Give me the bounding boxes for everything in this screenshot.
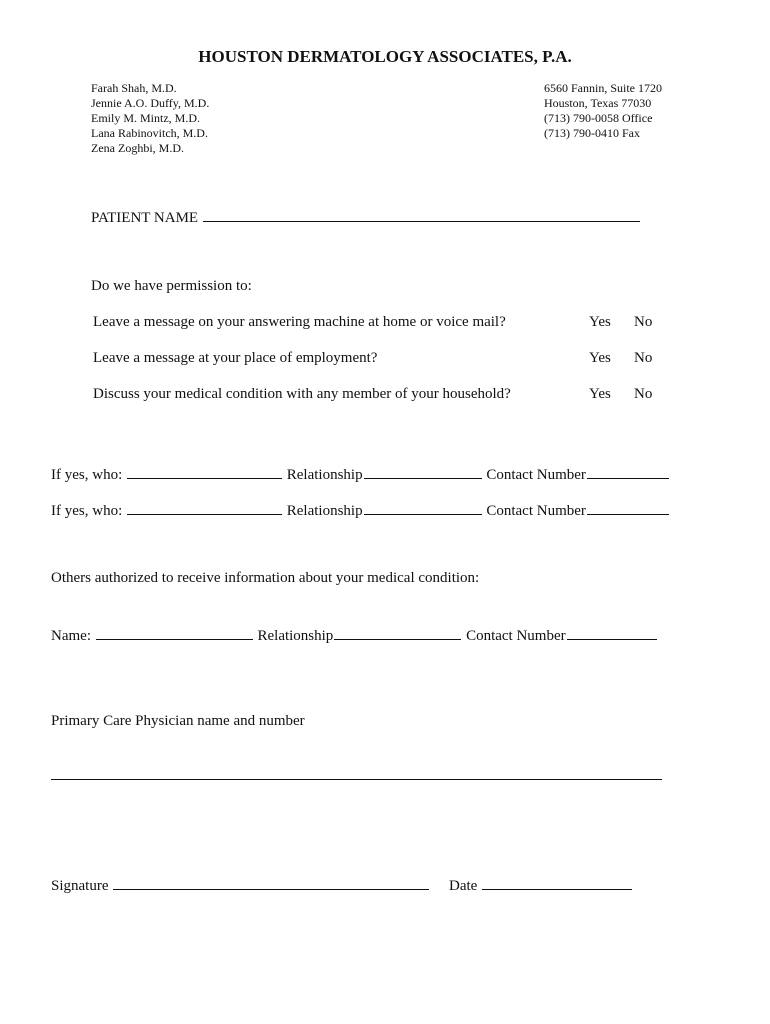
patient-name-row (91, 206, 641, 227)
pcp-label: Primary Care Physician name and number (51, 713, 305, 729)
permission-question: Leave a message at your place of employment? (93, 350, 378, 366)
contact-number-field[interactable] (567, 624, 657, 640)
physician-name: Jennie A.O. Duffy, M.D. (91, 96, 210, 110)
who-field[interactable] (127, 499, 282, 515)
yes-option[interactable]: Yes (589, 350, 611, 366)
contact-number-label: Contact Number (486, 467, 586, 483)
signature-label: Signature (51, 878, 109, 894)
who-field[interactable] (127, 463, 282, 479)
address-line: 6560 Fannin, Suite 1720 (544, 81, 663, 95)
name-label: Name: (51, 628, 91, 644)
physician-name: Emily M. Mintz, M.D. (91, 111, 201, 125)
physician-name: Zena Zoghbi, M.D. (91, 141, 184, 155)
phone-office: (713) 790-0058 Office (544, 111, 653, 125)
permission-question: Leave a message on your answering machine at home or voice mail? (93, 314, 506, 330)
contact-number-label: Contact Number (466, 628, 566, 644)
signature-row (51, 874, 430, 895)
contact-number-field[interactable] (587, 463, 669, 479)
relationship-field[interactable] (334, 624, 461, 640)
physician-list (91, 81, 209, 156)
yes-option[interactable]: Yes (589, 314, 611, 330)
signature-field[interactable] (113, 874, 429, 890)
permission-heading: Do we have permission to: (91, 278, 252, 294)
no-option[interactable]: No (634, 350, 653, 366)
name-field[interactable] (96, 624, 253, 640)
practice-address (544, 81, 662, 141)
who-label: If yes, who: (51, 467, 123, 483)
date-row (449, 874, 633, 895)
relationship-label: Relationship (257, 628, 334, 644)
physician-name: Lana Rabinovitch, M.D. (91, 126, 208, 140)
patient-name-label: PATIENT NAME (91, 210, 199, 226)
no-option[interactable]: No (634, 314, 653, 330)
date-label: Date (449, 878, 478, 894)
pcp-field[interactable] (51, 779, 662, 780)
page-title: HOUSTON DERMATOLOGY ASSOCIATES, P.A. (198, 47, 572, 66)
contact-number-field[interactable] (587, 499, 669, 515)
physician-name: Farah Shah, M.D. (91, 81, 177, 95)
others-heading: Others authorized to receive information about your medical condition: (51, 570, 480, 586)
permission-question: Discuss your medical condition with any member of your household? (93, 386, 511, 402)
yes-option[interactable]: Yes (589, 386, 611, 402)
address-line: Houston, Texas 77030 (544, 96, 652, 110)
contact-number-label: Contact Number (486, 503, 586, 519)
date-field[interactable] (482, 874, 632, 890)
who-label: If yes, who: (51, 503, 123, 519)
relationship-label: Relationship (286, 503, 363, 519)
relationship-label: Relationship (286, 467, 363, 483)
relationship-field[interactable] (364, 463, 482, 479)
phone-fax: (713) 790-0410 Fax (544, 126, 640, 140)
household-row (51, 463, 670, 484)
patient-name-field[interactable] (203, 206, 640, 222)
no-option[interactable]: No (634, 386, 653, 402)
relationship-field[interactable] (364, 499, 482, 515)
others-row (51, 624, 658, 645)
household-row (51, 499, 670, 520)
